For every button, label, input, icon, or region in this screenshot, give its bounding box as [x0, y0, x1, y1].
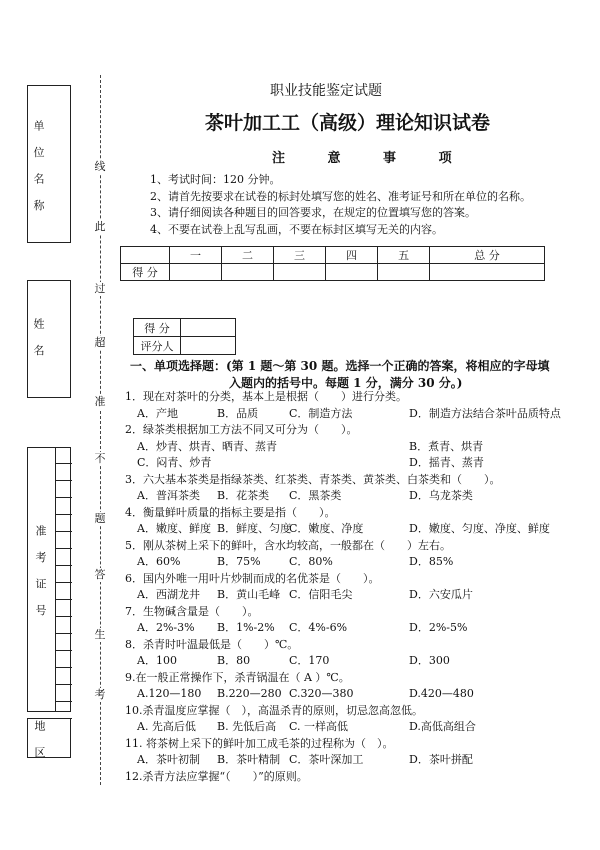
- option-row: [125, 587, 565, 604]
- answer-option[interactable]: C．信阳毛尖: [289, 588, 353, 601]
- seal-char: 线: [94, 160, 106, 173]
- answer-option[interactable]: A．嫩度、鲜度: [137, 522, 211, 535]
- score-header: 总 分: [430, 247, 545, 264]
- question-text: 2．绿茶类根据加工方法不同又可分为（ ）。: [125, 423, 358, 436]
- answer-option[interactable]: C．茶叶深加工: [289, 753, 364, 766]
- question-text: 10.杀青温度应掌握（ ），高温杀青的原则，切忌忽高忽低。: [125, 703, 423, 717]
- answer-option[interactable]: A．60%: [137, 555, 181, 568]
- answer-option[interactable]: D．300: [409, 654, 450, 667]
- score-cell[interactable]: [170, 264, 222, 281]
- seal-char: 不: [94, 452, 106, 465]
- answer-option[interactable]: D．制造方法结合茶叶品质特点: [409, 406, 561, 420]
- answer-option[interactable]: C.320—380: [289, 687, 354, 700]
- answer-option[interactable]: A．2%-3%: [137, 621, 195, 634]
- question-text: 6．国内外唯一用叶片炒制而成的名优茶是（ ）。: [125, 571, 380, 585]
- note-item: 1、考试时间：120 分钟。: [150, 173, 281, 186]
- score-cell[interactable]: [274, 264, 326, 281]
- answer-option[interactable]: D.高低高组合: [409, 720, 476, 733]
- question-text: 5．刚从茶树上采下的鲜叶，含水均较高，一般都在（ ）左右。: [125, 538, 451, 552]
- seal-char: 过: [94, 282, 106, 295]
- answer-option[interactable]: A．茶叶初制: [137, 753, 200, 766]
- answer-option[interactable]: C．黑茶类: [289, 489, 342, 502]
- seal-char: 超: [94, 336, 106, 349]
- answer-option[interactable]: A. 先高后低: [137, 720, 196, 733]
- section-heading-line: 入题内的括号中。每题 1 分，满分 30 分。): [229, 376, 463, 390]
- exam-title: 茶叶加工工（高级）理论知识试卷: [205, 112, 491, 134]
- question-text: 7．生物碱含量是（ ）。: [125, 604, 259, 618]
- answer-option[interactable]: B．煮青、烘青: [409, 439, 484, 453]
- exam-subtitle: 职业技能鉴定试题: [270, 83, 382, 99]
- question-list: [125, 389, 565, 785]
- answer-option[interactable]: A．产地: [137, 406, 178, 420]
- score-header: 三: [274, 247, 326, 264]
- note-item: 4、不要在试卷上乱写乱画，不要在标封区填写无关的内容。: [150, 222, 443, 236]
- question-text: 9.在一般正常操作下，杀青锅温在（ A ）℃。: [125, 670, 350, 684]
- answer-option[interactable]: D．嫩度、匀度、净度、鲜度: [409, 522, 550, 535]
- score-row-label: 得 分: [121, 264, 170, 281]
- score-corner-cell: [121, 247, 170, 264]
- grader-name-cell[interactable]: [181, 337, 236, 355]
- answer-option[interactable]: D．茶叶拼配: [409, 753, 473, 766]
- answer-option[interactable]: C．4%-6%: [289, 621, 348, 634]
- answer-option[interactable]: D．六安瓜片: [409, 588, 473, 601]
- seal-char: 考: [94, 688, 106, 701]
- region-label: 地 区: [33, 720, 46, 764]
- seal-char: 准: [94, 395, 106, 408]
- question-text: 12.杀青方法应掌握“（ ）”的原则。: [125, 769, 308, 783]
- answer-option[interactable]: A．炒青、烘青、晒青、蒸青: [137, 439, 277, 453]
- question-text: 3．六大基本茶类是指绿茶类、红茶类、青茶类、黄茶类、白茶类和（ ）。: [125, 472, 501, 486]
- option-row: [125, 554, 565, 571]
- option-row: [125, 653, 565, 670]
- score-cell[interactable]: [430, 264, 545, 281]
- answer-option[interactable]: D．摇青、蒸青: [409, 456, 484, 469]
- score-cell[interactable]: [378, 264, 430, 281]
- option-row: [125, 719, 565, 736]
- answer-option[interactable]: D．乌龙茶类: [409, 489, 473, 502]
- answer-option[interactable]: B.220—280: [217, 687, 282, 700]
- answer-option[interactable]: C．嫩度、净度: [289, 522, 364, 535]
- option-row: [125, 752, 565, 769]
- question-text: 1．现在对茶叶的分类，基本上是根据（ ）进行分类。: [125, 390, 407, 403]
- section-heading-line: 一、单项选择题：(第 1 题～第 30 题。选择一个正确的答案，将相应的字母填: [130, 359, 550, 373]
- section-heading: [130, 358, 560, 392]
- score-header: 二: [222, 247, 274, 264]
- answer-option[interactable]: B．80: [217, 654, 251, 667]
- answer-option[interactable]: A.120—180: [137, 687, 202, 700]
- score-header: 四: [326, 247, 378, 264]
- answer-option[interactable]: C．170: [289, 654, 330, 667]
- seal-char: 生: [94, 628, 106, 641]
- note-item: 2、请首先按要求在试卷的标封处填写您的姓名、准考证号和所在单位的名称。: [150, 189, 531, 203]
- note-item: 3、请仔细阅读各种题目的回答要求，在规定的位置填写您的答案。: [150, 206, 476, 219]
- answer-option[interactable]: A．普洱茶类: [137, 489, 200, 502]
- score-cell[interactable]: [326, 264, 378, 281]
- notice-heading: 注 意 事 项: [272, 151, 471, 166]
- answer-option[interactable]: D．85%: [409, 555, 454, 568]
- answer-option[interactable]: B. 先低后高: [217, 720, 277, 733]
- grader-name-label: 评分人: [134, 337, 181, 355]
- answer-option[interactable]: C．制造方法: [289, 406, 353, 420]
- grader-score-cell[interactable]: [181, 319, 236, 337]
- answer-option[interactable]: A．100: [137, 654, 177, 667]
- seal-char: 题: [94, 512, 106, 525]
- score-header: 一: [170, 247, 222, 264]
- name-label: 姓 名: [32, 318, 45, 362]
- option-row: [125, 439, 565, 456]
- question-text: 4．衡量鲜叶质量的指标主要是指（ ）。: [125, 505, 336, 519]
- answer-option[interactable]: C. 一样高低: [289, 720, 349, 733]
- answer-option[interactable]: B．花茶类: [217, 489, 270, 502]
- answer-option[interactable]: C．80%: [289, 555, 333, 568]
- answer-option[interactable]: B．茶叶精制: [217, 753, 281, 766]
- answer-option[interactable]: D.420—480: [409, 687, 474, 700]
- score-table: [120, 246, 545, 281]
- seal-char: 答: [94, 568, 106, 581]
- answer-option[interactable]: C．闷青、炒青: [137, 456, 212, 469]
- answer-option[interactable]: B．品质: [217, 406, 259, 420]
- unit-name-label: 单 位 名 称: [32, 120, 45, 217]
- question-text: 11. 将茶树上采下的鲜叶加工成毛茶的过程称为（ ）。: [125, 736, 394, 750]
- seal-dashed-line: [100, 75, 101, 785]
- notes-list: [150, 172, 531, 238]
- question-text: 8．杀青时叶温最低是（ ）℃。: [125, 637, 299, 651]
- seal-char: 此: [94, 220, 106, 233]
- answer-option[interactable]: A．西湖龙井: [137, 588, 200, 601]
- answer-option[interactable]: B．鲜度、匀度: [217, 522, 292, 535]
- option-row: [125, 686, 565, 703]
- id-number-grid[interactable]: [55, 447, 72, 712]
- id-number-label: 准 考 证 号: [34, 525, 47, 622]
- answer-option[interactable]: D．2%-5%: [409, 621, 468, 634]
- answer-option[interactable]: B．1%-2%: [217, 621, 275, 634]
- grader-table: [133, 318, 236, 355]
- answer-option[interactable]: B．75%: [217, 555, 261, 568]
- score-cell[interactable]: [222, 264, 274, 281]
- score-header: 五: [378, 247, 430, 264]
- answer-option[interactable]: B．黄山毛峰: [217, 588, 281, 601]
- option-row: [125, 455, 565, 472]
- option-row: [125, 406, 565, 423]
- option-row: [125, 488, 565, 505]
- grader-score-label: 得 分: [134, 319, 181, 337]
- option-row: [125, 620, 565, 637]
- option-row: [125, 521, 565, 538]
